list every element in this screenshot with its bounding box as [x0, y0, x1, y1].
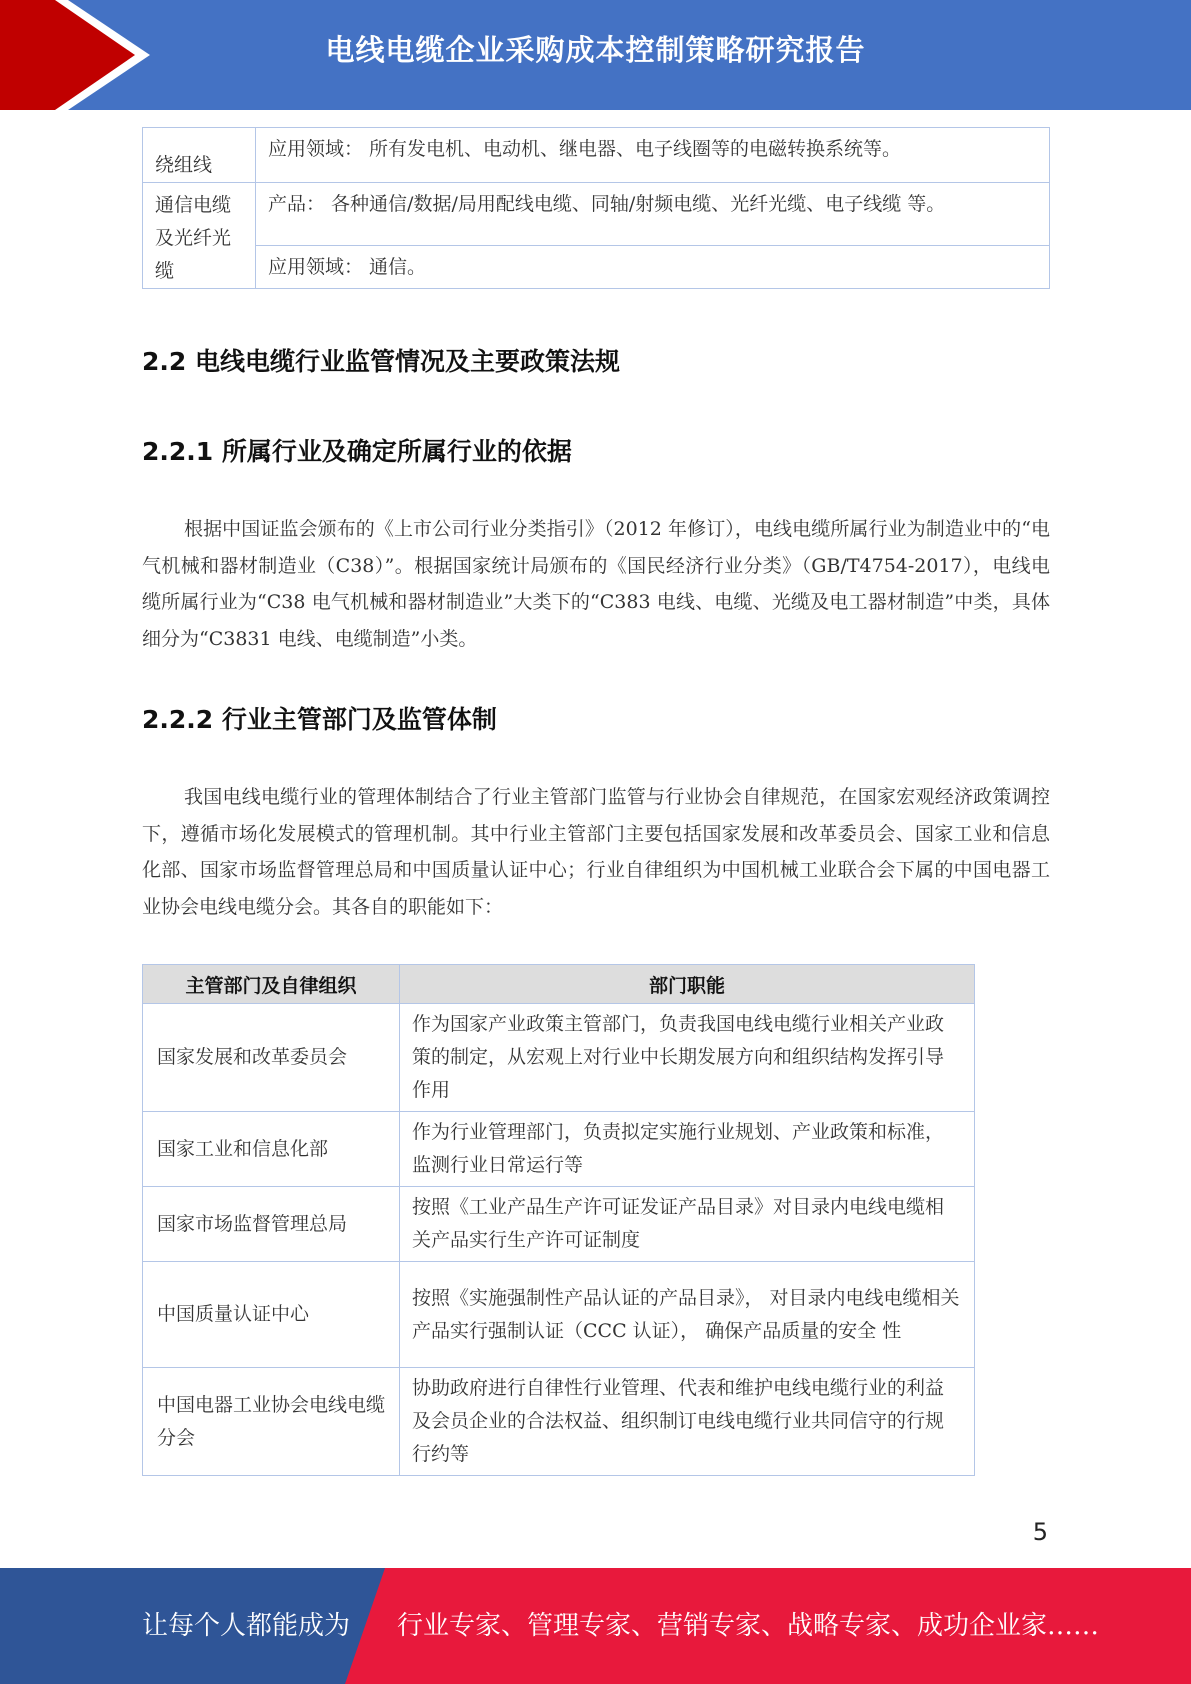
section-heading-2-2-2: 2.2.2 行业主管部门及监管体制	[142, 705, 497, 734]
table-row	[143, 1262, 975, 1368]
category-name: 通信电缆及光纤光缆	[143, 183, 256, 289]
org-name: 中国电器工业协会电线电缆分会	[143, 1368, 400, 1476]
org-name: 国家发展和改革委员会	[143, 1004, 400, 1112]
column-header-org: 主管部门及自律组织	[143, 965, 400, 1004]
category-detail: 应用领域： 所有发电机、电动机、继电器、电子线圈等的电磁转换系统等。	[256, 128, 1050, 183]
footer-slogan-left: 让每个人都能成为	[142, 1611, 351, 1641]
org-name: 国家市场监督管理总局	[143, 1187, 400, 1262]
report-title: 电线电缆企业采购成本控制策略研究报告	[325, 33, 866, 67]
paragraph-industry-classification: 根据中国证监会颁布的《上市公司行业分类指引》（2012 年修订），电线电缆所属行业为制造业中的“电气机械和器材制造业（C38）”。根据国家统计局颁布的《国民经济行业分类》（GB/T4754-2017），电线电缆所属行业为“C38 电气机械和器材制造业”大类下的“C383 电线、电缆、光缆及电工器材制造”中类，具体细分为“C3831 电线、电缆制造”小类。	[142, 518, 1050, 650]
section-heading-2-2-1: 2.2.1 所属行业及确定所属行业的依据	[142, 437, 572, 466]
regulatory-departments-table	[142, 964, 975, 1476]
page-number: 5	[1032, 1518, 1048, 1546]
org-duty: 作为国家产业政策主管部门，负责我国电线电缆行业相关产业政策的制定，从宏观上对行业中长期发展方向和组织结构发挥引导作用	[400, 1004, 975, 1112]
org-name: 国家工业和信息化部	[143, 1112, 400, 1187]
column-header-duty: 部门职能	[400, 965, 975, 1004]
org-name: 中国质量认证中心	[143, 1262, 400, 1368]
category-detail: 应用领域： 通信。	[256, 246, 1050, 289]
page-content	[142, 127, 1050, 1465]
org-duty: 作为行业管理部门，负责拟定实施行业规划、产业政策和标准，监测行业日常运行等	[400, 1112, 975, 1187]
table-row	[143, 1187, 975, 1262]
org-duty: 按照《工业产品生产许可证发证产品目录》对目录内电线电缆相关产品实行生产许可证制度	[400, 1187, 975, 1262]
org-duty: 协助政府进行自律性行业管理、代表和维护电线电缆行业的利益及会员企业的合法权益、组织制订电线电缆行业共同信守的行规行约等	[400, 1368, 975, 1476]
table-row	[143, 128, 1050, 183]
table-row	[143, 1112, 975, 1187]
table-row	[143, 1368, 975, 1476]
category-name: 绕组线	[143, 128, 256, 183]
category-detail: 产品： 各种通信/数据/局用配线电缆、同轴/射频电缆、光纤光缆、电子线缆 等。	[256, 183, 1050, 246]
page-header	[0, 0, 1191, 110]
page-footer	[0, 1568, 1191, 1684]
paragraph-regulatory-system: 我国电线电缆行业的管理体制结合了行业主管部门监管与行业协会自律规范，在国家宏观经济政策调控下，遵循市场化发展模式的管理机制。其中行业主管部门主要包括国家发展和改革委员会、国家工业和信息化部、国家市场监督管理总局和中国质量认证中心；行业自律组织为中国机械工业联合会下属的中国电器工业协会电线电缆分会。其各自的职能如下：	[142, 786, 1050, 918]
table-row	[143, 1004, 975, 1112]
table-header-row	[143, 965, 975, 1004]
footer-slogan-right: 行业专家、管理专家、营销专家、战略专家、成功企业家……	[397, 1611, 1100, 1641]
section-heading-2-2: 2.2 电线电缆行业监管情况及主要政策法规	[142, 347, 620, 376]
org-duty: 按照《实施强制性产品认证的产品目录》， 对目录内电线电缆相关产品实行强制认证（CCC 认证）， 确保产品质量的安全 性	[400, 1262, 975, 1368]
table-row	[143, 246, 1050, 289]
product-category-table	[142, 127, 1050, 289]
table-row	[143, 183, 1050, 246]
